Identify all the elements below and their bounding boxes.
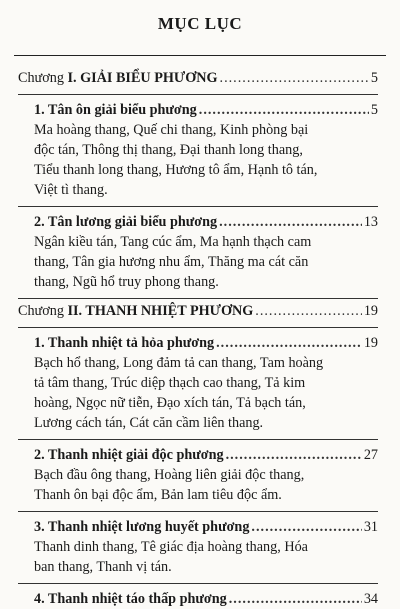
leader-dots	[216, 333, 362, 353]
toc-section-1-2[interactable]	[18, 212, 378, 232]
leader-dots	[199, 100, 369, 120]
chapter-divider	[18, 298, 378, 299]
description-line: Tiểu thanh long thang, Hương tô ẩm, Hạnh tô tán,	[34, 162, 318, 178]
section-page-number: 13	[363, 214, 378, 230]
description-line: Thanh ôn bại độc ẩm, Bản lam tiêu độc ẩm.	[34, 487, 282, 503]
description-line: Bạch đầu ông thang, Hoàng liên giải độc thang,	[34, 467, 305, 483]
section-title: 3. Thanh nhiệt lương huyết phương	[34, 519, 250, 535]
section-divider	[18, 511, 378, 512]
toc-section-2-2[interactable]	[18, 445, 378, 465]
chapter-divider	[18, 94, 378, 95]
section-divider	[18, 583, 378, 584]
section-description	[18, 353, 378, 433]
toc-chapter-1[interactable]	[18, 68, 378, 88]
toc-section-1-1[interactable]	[18, 100, 378, 120]
leader-dots	[220, 68, 369, 88]
page-title: MỤC LỤC	[157, 14, 243, 33]
description-line: Ma hoàng thang, Quế chi thang, Kinh phòng bại	[34, 122, 309, 138]
chapter-label: Chương I. GIẢI BIỂU PHƯƠNG	[18, 70, 218, 86]
chapter-divider	[18, 327, 378, 328]
section-page-number: 19	[363, 335, 378, 351]
leader-dots	[219, 212, 362, 232]
section-description	[18, 120, 378, 200]
chapter-page-number: 19	[363, 303, 378, 319]
section-title: 4. Thanh nhiệt táo thấp phương	[34, 591, 227, 607]
leader-dots	[226, 445, 362, 465]
toc-chapter-2[interactable]	[18, 301, 378, 321]
section-title: 1. Thanh nhiệt tả hỏa phương	[34, 335, 215, 351]
section-page-number: 27	[363, 447, 378, 463]
section-page-number: 34	[363, 591, 378, 607]
toc-section-2-3[interactable]	[18, 517, 378, 537]
leader-dots	[251, 517, 361, 537]
toc-section-2-1[interactable]	[18, 333, 378, 353]
description-line: Ngân kiều tán, Tang cúc ẩm, Ma hạnh thạch cam	[34, 234, 312, 250]
description-line: Lương cách tán, Cát căn cầm liên thang.	[34, 415, 264, 431]
section-title: 1. Tân ôn giải biểu phương	[34, 102, 197, 118]
section-divider	[18, 439, 378, 440]
description-line: độc tán, Thông thị thang, Đại thanh long thang,	[34, 142, 303, 158]
description-line: ban thang, Thanh vị tán.	[34, 559, 172, 575]
description-line: thang, Tân gia hương nhu ẩm, Thăng ma cát căn	[34, 254, 309, 270]
section-page-number: 31	[363, 519, 378, 535]
description-line: Thanh dinh thang, Tê giác địa hoàng thang, Hóa	[34, 539, 308, 555]
section-title: 2. Thanh nhiệt giải độc phương	[34, 447, 224, 463]
toc-section-2-4[interactable]	[18, 589, 378, 609]
section-description	[18, 232, 378, 292]
section-page-number: 5	[370, 102, 378, 118]
description-line: hoàng, Ngọc nữ tiễn, Đạo xích tán, Tả bạch tán,	[34, 395, 306, 411]
description-line: tả tâm thang, Trúc diệp thạch cao thang, Tả kim	[34, 375, 306, 391]
section-divider	[18, 206, 378, 207]
leader-dots	[255, 301, 362, 321]
description-line: Bạch hổ thang, Long đảm tả can thang, Tam hoàng	[34, 355, 324, 371]
chapter-page-number: 5	[370, 70, 378, 86]
leader-dots	[229, 589, 362, 609]
description-line: Việt tì thang.	[34, 182, 108, 198]
table-of-contents	[18, 66, 378, 609]
section-description	[18, 465, 378, 505]
description-line: thang, Ngũ hổ truy phong thang.	[34, 274, 219, 290]
section-description	[18, 537, 378, 577]
title-divider	[14, 55, 386, 56]
section-title: 2. Tân lương giải biểu phương	[34, 214, 218, 230]
chapter-label: Chương II. THANH NHIỆT PHƯƠNG	[18, 303, 254, 319]
